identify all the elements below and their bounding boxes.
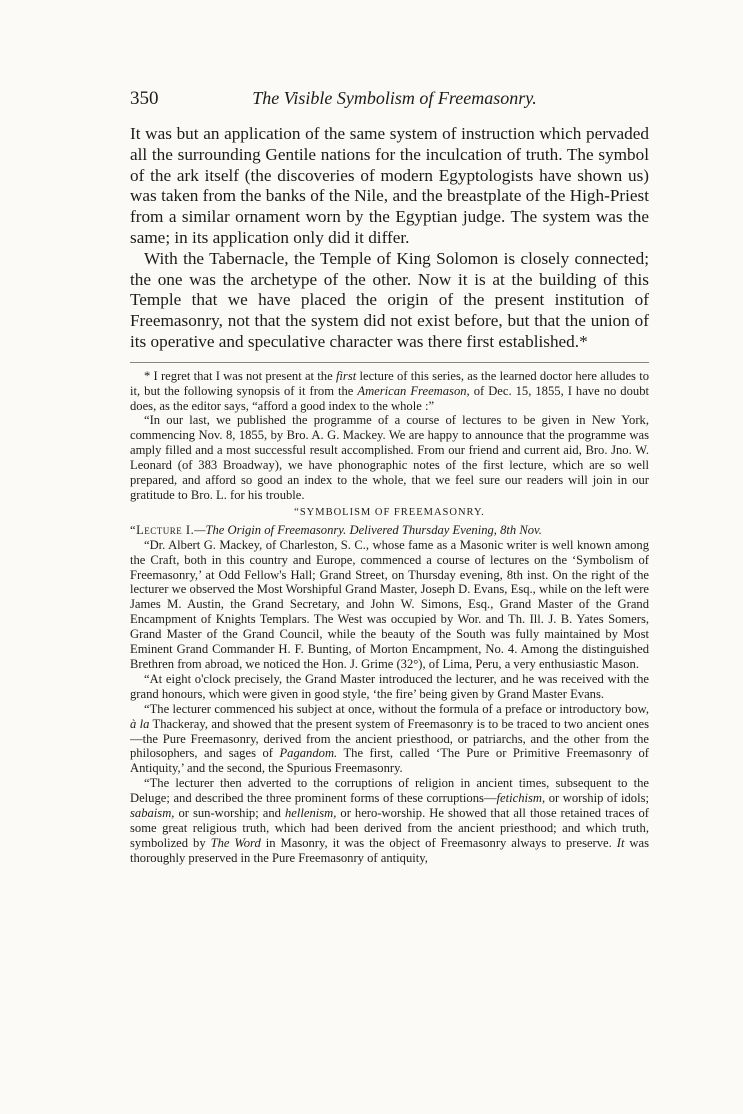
footnote-text: “The lecturer then adverted to the corruptions of religion in ancient times, subsequent to the Deluge; and described the three prominent forms of these corruptions— [130, 776, 649, 806]
footnote-text: or hero-worship. He showed that all those retained traces of some great religious truth, which had been derived from the ancient priesthood; and which truth, symbolized by [130, 806, 649, 850]
footnote-text: “The lecturer commenced his subject at once, without the formula of a preface or introductory bow, [144, 701, 649, 716]
lecture-label: “Lecture I. [130, 522, 195, 537]
running-title: The Visible Symbolism of Freemasonry. [252, 88, 537, 108]
page-number: 350 [130, 88, 159, 109]
footnote-text: was thoroughly preserved in the Pure Freemasonry of antiquity, [130, 835, 649, 865]
footnote-text: Thackeray, and showed that the present system of Freemasonry is to be traced to two ancient ones—the Pure Freemasonry, derived from the ancient priesthood, or patriarchs, and the other from the philosophers, and sages of [130, 716, 649, 761]
main-paragraph: With the Tabernacle, the Temple of King Solomon is closely connected; the one was the archetype of the other. Now it is at the building of this Temple that we have placed the origin of the present institution of Freemasonry, not that the system did not exist before, but that the union of its operative and speculative character was there first established.* [130, 248, 649, 351]
footnote-text: The first, called ‘The Pure or Primitive Freemasonry of Antiquity,’ and the second, the Spurious Freemasonry. [130, 746, 649, 776]
page-header [130, 88, 649, 114]
main-text [130, 124, 649, 353]
footnote-heading: “SYMBOLISM OF FREEMASONRY. [294, 506, 485, 518]
footnote-emphasis: à la [130, 716, 150, 731]
footnote-paragraph: “At eight o'clock precisely, the Grand Master introduced the lecturer, and he was received with the grand honours, which were given in good style, ‘the fire’ being given by Grand Master Evans. [130, 671, 649, 701]
footnote-text: of Dec. 15, 1855, I have no doubt does, as the editor says, “afford a good index to the whole :” [130, 383, 649, 413]
footnote-emphasis: first [335, 368, 357, 383]
footnote-text: or worship of idols; [545, 791, 649, 806]
footnote-emphasis: It [616, 835, 625, 850]
footnote-paragraph: “Dr. Albert G. Mackey, of Charleston, S. C., whose fame as a Masonic writer is well known among the Craft, both in this country and Europe, commenced a course of lectures on the ‘Symbolism of Freemasonry,’ at Odd Fellow's Hall; Grand Street, on Thursday evening, 8th inst. On the right of the lecturer we observed the Most Worshipful Grand Master, Joseph D. Evans, Esq., while on the left were James M. Austin, the Grand Secretary, and John W. Simons, Esq., Grand Master of the Grand Encampment of Knights Templars. The West was occupied by Wor. and Th. Ill. J. B. Yates Somers, Grand Master of the Grand Council, while the beauty of the South was fully maintained by Most Eminent Grand Commander H. F. Bunting, of Morton Encampment, No. 4. Among the distinguished Brethren from abroad, we noticed the Hon. J. Grime (32°), of Lima, Peru, a very enthusiastic Mason. [130, 537, 649, 671]
footnote-text: * I regret that I was not present at the [144, 368, 336, 383]
footnote-paragraph [130, 702, 649, 777]
footnote-text: or sun-worship; and [174, 806, 285, 821]
footnote-paragraph [130, 369, 649, 414]
main-paragraph: It was but an application of the same system of instruction which pervaded all the surrounding Gentile nations for the inculcation of truth. The symbol of the ark itself (the discoveries of modern Egyptologists have shown us) was taken from the banks of the Nile, and the breastplate of the High-Priest from a similar ornament worn by the Egyptian judge. The system was the same; in its application only did it differ. [130, 124, 649, 247]
footnote-emphasis: Pagandom. [279, 746, 338, 761]
lecture-title: —The Origin of Freemasonry. Delivered Thursday Evening, 8th Nov. [194, 522, 542, 537]
footnote-divider [130, 362, 649, 363]
footnote-emphasis: The Word [210, 835, 261, 850]
footnote-emphasis: hellenism, [284, 806, 337, 821]
lecture-heading [130, 523, 649, 538]
journal-name: American Freemason, [357, 383, 470, 398]
footnote-emphasis: sabaism, [130, 806, 175, 821]
footnote-emphasis: fetichism, [496, 791, 546, 806]
footnote [130, 369, 649, 866]
footnote-text: lecture of this series, as the learned doctor here alludes to it, but the following synopsis of it from the [130, 368, 649, 398]
footnote-paragraph: “In our last, we published the programme of a course of lectures to be given in New York, commencing Nov. 8, 1855, by Bro. A. G. Mackey. We are happy to announce that the programme was amply filled and a most successful result accomplished. From our friend and current aid, Bro. Jno. W. Leonard (of 383 Broadway), we have phonographic notes of the first lecture, which are so well prepared, and afford so good an index to the whole, that we feel sure our readers will join in our gratitude to Bro. L. for his trouble. [130, 413, 649, 503]
footnote-paragraph [130, 776, 649, 865]
footnote-text: in Masonry, it was the object of Freemasonry always to preserve. [260, 835, 617, 850]
